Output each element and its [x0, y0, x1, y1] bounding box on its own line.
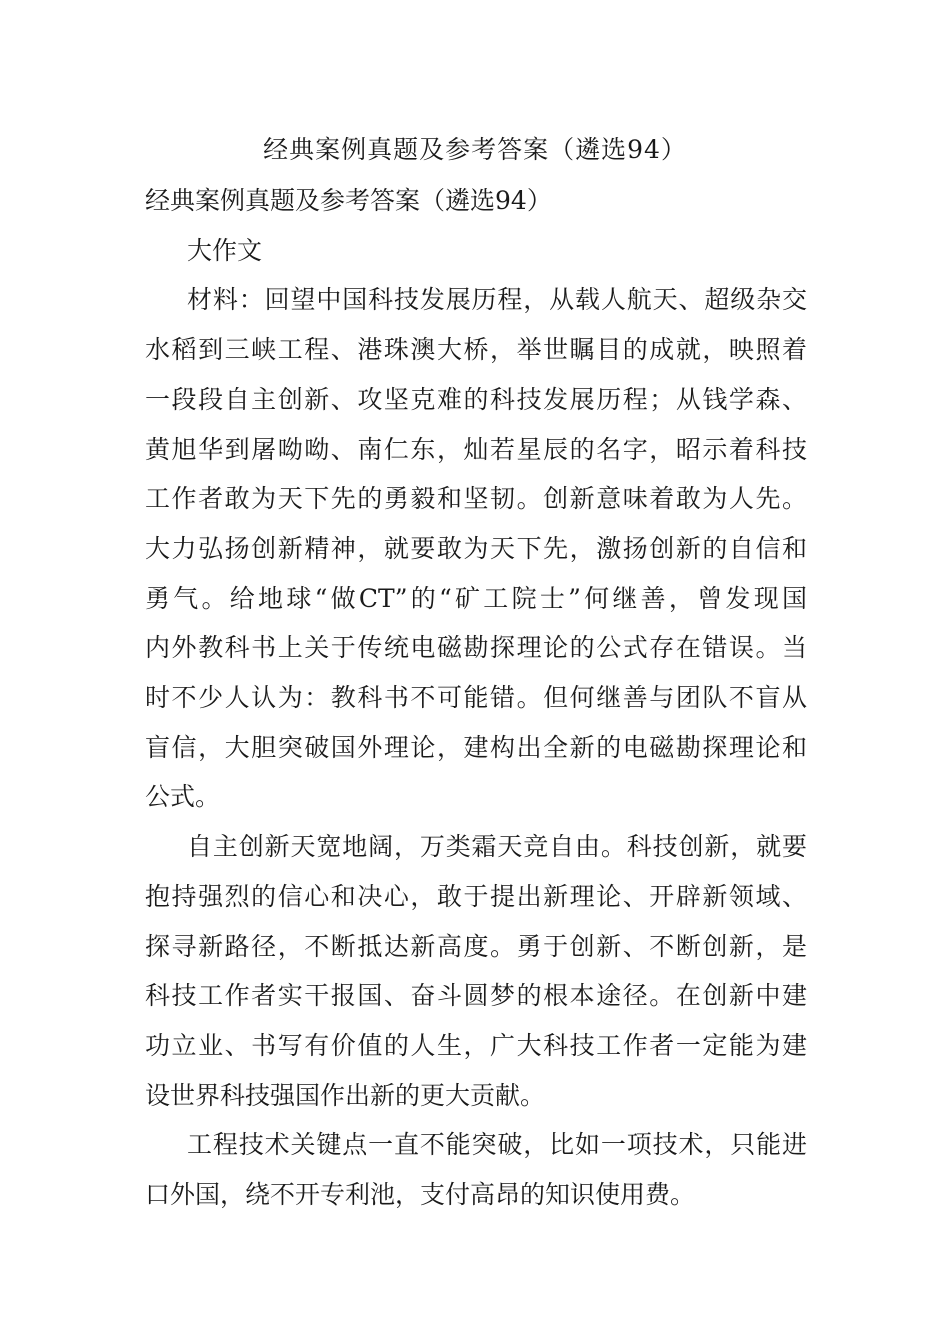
- paragraph-material: [145, 275, 807, 822]
- paragraph-innovation: [145, 822, 807, 1120]
- paragraph-line: 材料：回望中国科技发展历程，从载人航天、超级杂交: [187, 285, 807, 315]
- body-title: 经典案例真题及参考答案（遴选94）: [145, 186, 552, 215]
- header-title: 经典案例真题及参考答案（遴选94）: [263, 135, 687, 164]
- paragraph-line: 公式。: [145, 782, 221, 812]
- paragraph-line: 盲信，大胆突破国外理论，建构出全新的电磁勘探理论和: [145, 732, 807, 762]
- paragraph-line: 口外国，绕不开专利池，支付高昂的知识使用费。: [145, 1180, 696, 1210]
- paragraph-line: 功立业、书写有价值的人生，广大科技工作者一定能为建: [145, 1030, 807, 1060]
- paragraph-line: 大力弘扬创新精神，就要敢为天下先，激扬创新的自信和: [145, 533, 807, 563]
- paragraph-line: 探寻新路径，不断抵达新高度。勇于创新、不断创新，是: [145, 931, 807, 961]
- paragraph-line: 工程技术关键点一直不能突破，比如一项技术，只能进: [187, 1130, 807, 1160]
- paragraph-line: 黄旭华到屠呦呦、南仁东，灿若星辰的名字，昭示着科技: [145, 434, 807, 464]
- paragraph-line: 水稻到三峡工程、港珠澳大桥，举世瞩目的成就，映照着: [145, 335, 807, 365]
- paragraph-line: 科技工作者实干报国、奋斗圆梦的根本途径。在创新中建: [145, 981, 807, 1011]
- paragraph-line: 设世界科技强国作出新的更大贡献。: [145, 1080, 546, 1110]
- paragraph-line: 自主创新天宽地阔，万类霜天竞自由。科技创新，就要: [187, 832, 807, 862]
- paragraph-line: 勇气。给地球“做CT”的“矿工院士”何继善，曾发现国: [145, 583, 807, 613]
- document-body: [145, 176, 807, 1220]
- section-heading: 大作文: [187, 235, 263, 265]
- paragraph-line: 内外教科书上关于传统电磁勘探理论的公式存在错误。当: [145, 633, 807, 663]
- paragraph-line: 时不少人认为：教科书不可能错。但何继善与团队不盲从: [145, 683, 807, 713]
- paragraph-line: 抱持强烈的信心和决心，敢于提出新理论、开辟新领域、: [145, 881, 807, 911]
- paragraph-engineering: [145, 1120, 807, 1219]
- paragraph-line: 一段段自主创新、攻坚克难的科技发展历程；从钱学森、: [145, 384, 807, 414]
- paragraph-line: 工作者敢为天下先的勇毅和坚韧。创新意味着敢为人先。: [145, 484, 807, 514]
